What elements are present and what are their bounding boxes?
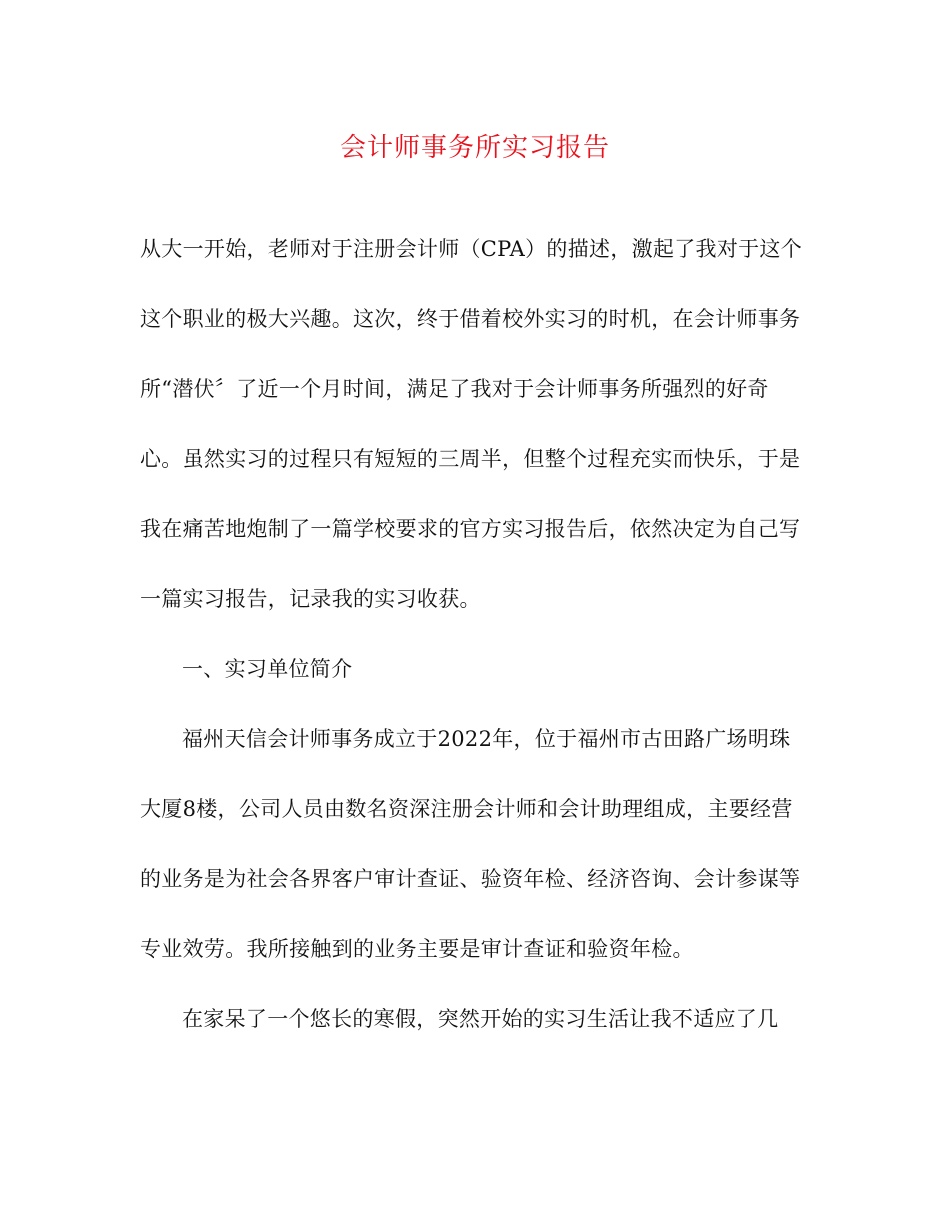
paragraph-line: 的业务是为社会各界客户审计查证、验资年检、经济咨询、会计参谋等 (140, 867, 801, 891)
paragraph-line: 福州天信会计师事务成立于2022年，位于福州市古田路广场明珠 (182, 727, 791, 751)
paragraph-line: 心。虽然实习的过程只有短短的三周半，但整个过程充实而快乐，于是 (140, 447, 801, 471)
paragraph-line: 所“潜伏〞了近一个月时间，满足了我对于会计师事务所强烈的好奇 (140, 377, 769, 401)
paragraph-line: 一篇实习报告，记录我的实习收获。 (140, 587, 481, 611)
document-title: 会计师事务所实习报告 (339, 133, 610, 163)
paragraph-line: 这个职业的极大兴趣。这次，终于借着校外实习的时机，在会计师事务 (140, 307, 801, 331)
paragraph-line: 从大一开始，老师对于注册会计师（CPA）的描述，激起了我对于这个 (140, 237, 803, 261)
paragraph-line: 专业效劳。我所接触到的业务主要是审计查证和验资年检。 (140, 937, 694, 961)
paragraph-line: 我在痛苦地炮制了一篇学校要求的官方实习报告后，依然决定为自己写 (140, 517, 801, 541)
section-heading: 一、实习单位简介 (182, 657, 353, 681)
paragraph-line: 大厦8楼，公司人员由数名资深注册会计师和会计助理组成，主要经营 (140, 797, 793, 821)
paragraph-line: 在家呆了一个悠长的寒假，突然开始的实习生活让我不适应了几 (182, 1007, 779, 1031)
